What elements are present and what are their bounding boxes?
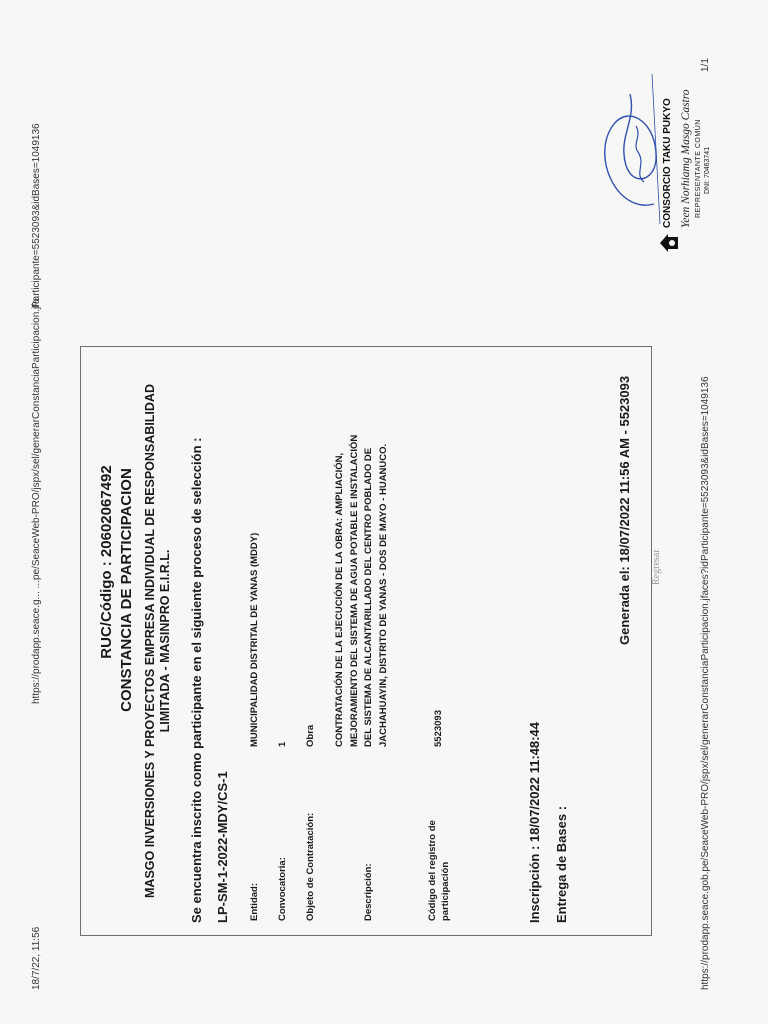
codigo-registro-label (426, 771, 452, 921)
descripcion-line: CONTRATACIÓN DE LA EJECUCIÓN DE LA OBRA: AMPLIACIÓN, (334, 452, 345, 747)
document-title: CONSTANCIA DE PARTICIPACION (118, 468, 135, 712)
print-footer-url: https://prodapp.seace.gob.pe/SeaceWeb-PRO/jspx/sel/generarConstanciaParticipacion.jfaces?idParticipante=5523093&idBases=1049136 (700, 376, 711, 990)
regresar-button[interactable]: Regresar (651, 549, 662, 585)
signer-role: REPRESENTANTE COMÚN (695, 119, 702, 218)
signer-name: Yeen Norhiamg Masgo Castro (680, 89, 692, 228)
generada-datetime: Generada el: 18/07/2022 11:56 AM - 5523093 (617, 375, 632, 645)
descripcion-line: DEL SISTEMA DE ALCANTARILLADO DEL CENTRO POBLADO DE (363, 447, 374, 747)
inscripcion-datetime: Inscripción : 18/07/2022 11:48:44 (527, 722, 542, 923)
entidad-label: Entidad: (249, 883, 260, 921)
objeto-label: Objeto de Contratación: (305, 812, 316, 921)
page-number: 1/1 (700, 58, 711, 72)
consorcio-logo-icon (658, 232, 680, 254)
company-name-line1: MASGO INVERSIONES Y PROYECTOS EMPRESA INDIVIDUAL DE RESPONSABILIDAD (143, 384, 157, 898)
codigo-label-line1: Código del registro de (427, 820, 438, 921)
consorcio-name: CONSORCIO TAKU PUKYO (662, 98, 673, 228)
signature-stamp (596, 54, 716, 284)
descripcion-line: MEJORAMIENTO DEL SISTEMA DE AGUA POTABLE E INSTALACIÓN (348, 434, 360, 747)
print-header-url: https://prodapp.seace.g... ...pe/SeaceWeb-PRO/jspx/sel/generarConstanciaParticipacion.jfa (31, 298, 42, 704)
process-code: LP-SM-1-2022-MDY/CS-1 (215, 771, 230, 923)
company-name-line2: LIMITADA - MASINPRO E.I.R.L. (158, 549, 172, 733)
objeto-value: Obra (305, 724, 316, 747)
codigo-label-line2: participación (440, 861, 451, 921)
convocatoria-label: Convocatoria: (277, 857, 288, 921)
ruc-code: RUC/Código : 20602067492 (98, 465, 115, 659)
print-date-time: 18/7/22, 11:56 (31, 926, 42, 990)
descripcion-line: JACHAHUAYIN, DISTRITO DE YANAS - DOS DE MAYO - HUANUCO. (377, 443, 389, 747)
entrega-bases: Entrega de Bases : (554, 805, 569, 923)
descripcion-value (333, 347, 391, 747)
signer-dni: DNI: 70463741 (704, 146, 711, 194)
entidad-value: MUNICIPALIDAD DISTRITAL DE YANAS (MDDY) (249, 532, 260, 747)
convocatoria-value: 1 (277, 741, 288, 747)
handwritten-signature-icon (596, 74, 666, 244)
intro-text: Se encuentra inscrito como participante en el siguiente proceso de selección : (189, 437, 204, 923)
codigo-registro-value: 5523093 (433, 710, 444, 747)
descripcion-label: Descripción: (363, 863, 374, 921)
print-header-url-tail: Participante=5523093&idBases=1049136 (31, 123, 42, 308)
constancia-frame (80, 346, 662, 936)
